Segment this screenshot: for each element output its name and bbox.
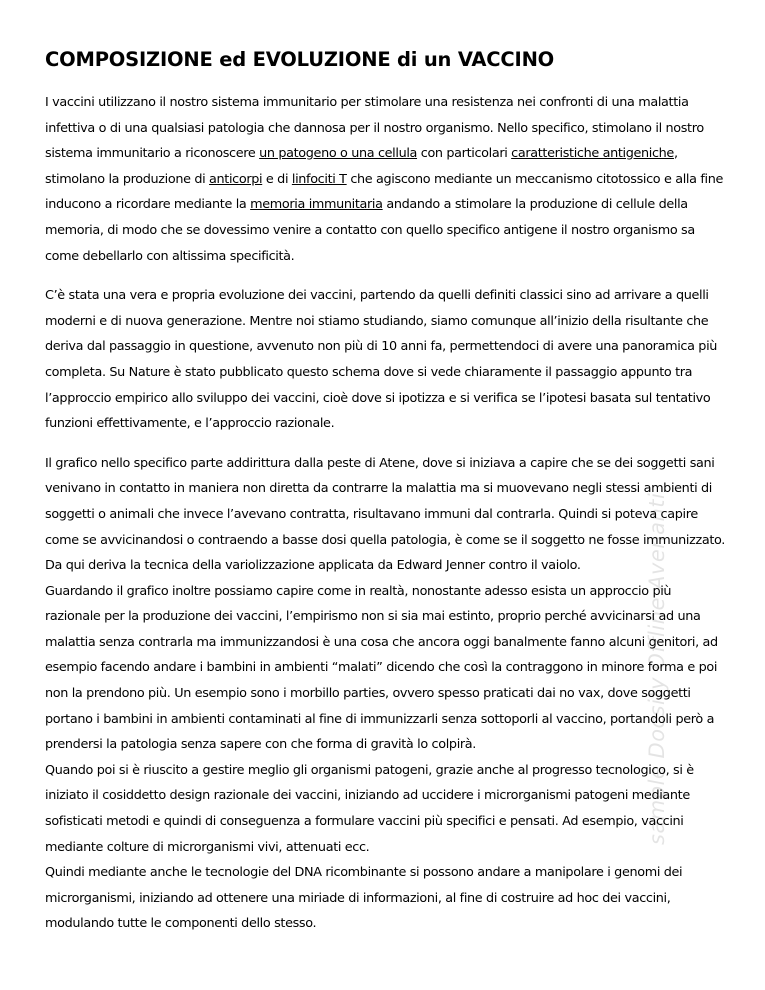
text-segment: andando a stimolare la produzione di cellule della memoria, di modo che se dovessimo venire a contatto con quello specifico antigene il nostro organismo sa come debellarlo con altissima specificità. [45, 197, 695, 264]
link-linfociti-t[interactable]: linfociti T [291, 171, 347, 187]
paragraph-intro [45, 90, 725, 269]
text-segment: I vaccini utilizzano il nostro sistema immunitario per stimolare una resistenza nei confronti di una malattia infettiva o di una qualsiasi patologia che dannosa per il nostro organismo. Nello specifico, stimolano il nostro sistema immunitario a riconoscere [45, 95, 704, 162]
text-segment: , stimolano la produzione di [45, 146, 678, 187]
page-title: COMPOSIZIONE ed EVOLUZIONE di un VACCINO [45, 48, 555, 71]
paragraph-empirismo: Guardando il grafico inoltre possiamo capire come in realtà, nonostante adesso esista un approccio più razionale per la produzione dei vaccini, l’empirismo non si sia mai estinto, proprio perché avvicinarsi ad una malattia senza contrarla ma immunizzandosi è una cosa che ancora oggi banalmente fanno alcuni genitori, ad esempio facendo andare i bambini in ambienti “malati” dicendo che così la contraggono in minore forma e poi non la prendono più. Un esempio sono i morbillo parties, ovvero spesso praticati dai no vax, dove soggetti portano i bambini in ambienti contaminati al fine di immunizzarli senza sottoporli al vaccino, portandoli però a prendersi la patologia senza sapere con che forma di gravità lo colpirà. [45, 583, 718, 753]
document-page [45, 44, 725, 937]
text-segment: e di [262, 171, 292, 187]
paragraph-grafico: Il grafico nello specifico parte addirittura dalla peste di Atene, dove si iniziava a capire che se dei soggetti sani venivano in contatto in maniera non diretta da contrarre la malattia ma si muovevano negli stessi ambienti di soggetti o animali che invece l’avevano contratta, risultavano immuni dal contrarla. Quindi si poteva capire come se avvicinandosi o contraendo a basse dosi quella patologia, è come se il soggetto ne fosse immunizzato. Da qui deriva la tecnica della variolizzazione applicata da Edward Jenner contro il vaiolo. [45, 455, 725, 574]
link-patogeno[interactable]: un patogeno o una cellula [259, 146, 418, 162]
paragraph-evoluzione: C’è stata una vera e propria evoluzione dei vaccini, partendo da quelli definiti classici sino ad arrivare a quelli moderni e di nuova generazione. Mentre noi stiamo studiando, siamo comunque all’inizio della risultante che deriva dal passaggio in questione, avvenuto non più di 10 anni fa, permettendoci di avere una panoramica più completa. Su Nature è stato pubblicato questo schema dove si vede chiaramente il passaggio appunto tra l’approccio empirico allo sviluppo dei vaccini, cioè dove si ipotizza e si verifica se l’ipotesi basata sul tentativo funzioni effettivamente, e l’approccio razionale. [45, 288, 718, 432]
text-segment: con particolari [417, 146, 512, 162]
text-segment: che agiscono mediante un meccanismo citotossico e alla fine inducono a ricordare mediante la [45, 171, 723, 213]
link-caratteristiche-antigeniche[interactable]: caratteristiche antigeniche [511, 146, 674, 162]
link-anticorpi[interactable]: anticorpi [209, 171, 263, 187]
paragraph-design-razionale: Quando poi si è riuscito a gestire meglio gli organismi patogeni, grazie anche al progresso tecnologico, si è iniziato il cosiddetto design razionale dei vaccini, iniziando ad uccidere i microrganismi patogeni mediante sofisticati metodi e quindi di conseguenza a formulare vaccini più specifici e pensati. Ad esempio, vaccini mediante colture di microrganismi vivi, attenuati ecc. [45, 762, 694, 855]
link-memoria-immunitaria[interactable]: memoria immunitaria [250, 197, 383, 213]
paragraph-dna-ricombinante: Quindi mediante anche le tecnologie del DNA ricombinante si possono andare a manipolare i genomi dei microrganismi, iniziando ad ottenere una miriade di informazioni, al fine di costruire ad hoc dei vaccini, modulando tutte le componenti dello stesso. [45, 865, 683, 932]
watermark: sample Docsity Offline Avenanti [645, 492, 669, 845]
